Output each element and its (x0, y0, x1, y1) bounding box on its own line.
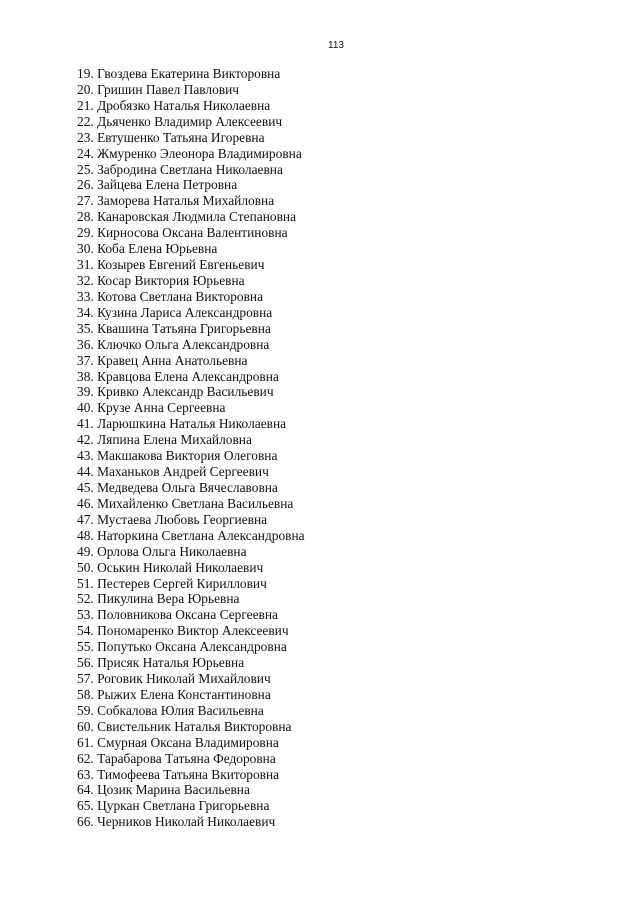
list-item: 40. Крузе Анна Сергеевна (77, 400, 226, 416)
list-item: 37. Кравец Анна Анатольевна (77, 352, 248, 368)
list-item: 28. Канаровская Людмила Степановна (77, 209, 297, 225)
list-item: 43. Макшакова Виктория Олеговна (77, 448, 278, 464)
list-item: 50. Оськин Николай Николаевич (77, 559, 264, 575)
name-list (77, 66, 305, 830)
list-item: 52. Пикулина Вера Юрьевна (77, 591, 240, 607)
list-item: 54. Пономаренко Виктор Алексеевич (77, 623, 289, 639)
list-item: 66. Черников Николай Николаевич (77, 814, 276, 830)
list-item: 42. Ляпина Елена Михайловна (77, 432, 252, 448)
list-item: 63. Тимофеева Татьяна Вкиторовна (77, 766, 280, 782)
list-item: 62. Тарабарова Татьяна Федоровна (77, 750, 276, 766)
list-item: 34. Кузина Лариса Александровна (77, 304, 273, 320)
list-item: 21. Дробязко Наталья Николаевна (77, 97, 271, 113)
list-item: 57. Роговик Николай Михайлович (77, 671, 271, 687)
list-item: 39. Кривко Александр Васильевич (77, 384, 274, 400)
list-item: 45. Медведева Ольга Вячеславовна (77, 479, 278, 495)
list-item: 55. Попутько Оксана Александровна (77, 639, 287, 655)
list-item: 22. Дьяченко Владимир Алексеевич (77, 113, 283, 129)
list-item: 24. Жмуренко Элеонора Владимировна (77, 145, 302, 161)
list-item: 61. Смурная Оксана Владимировна (77, 734, 279, 750)
list-item: 56. Присяк Наталья Юрьевна (77, 655, 245, 671)
list-item: 53. Половникова Оксана Сергеевна (77, 607, 278, 623)
list-item: 31. Козырев Евгений Евгеньевич (77, 257, 265, 273)
list-item: 19. Гвоздева Екатерина Викторовна (77, 66, 281, 81)
list-item: 38. Кравцова Елена Александровна (77, 368, 279, 384)
list-item: 65. Цуркан Светлана Григорьевна (77, 798, 270, 814)
list-item: 29. Кирносова Оксана Валентиновна (77, 225, 288, 241)
list-item: 59. Собкалова Юлия Васильевна (77, 702, 264, 718)
list-item: 35. Квашина Татьяна Григорьевна (77, 320, 271, 336)
list-item: 48. Наторкина Светлана Александровна (77, 527, 305, 543)
list-item: 33. Котова Светлана Викторовна (77, 288, 264, 304)
list-item: 47. Мустаева Любовь Георгиевна (77, 511, 268, 527)
list-item: 41. Ларюшкина Наталья Николаевна (77, 416, 287, 432)
list-item: 20. Гришин Павел Павлович (77, 81, 240, 97)
page-number: 113 (328, 40, 344, 51)
list-item: 58. Рыжих Елена Константиновна (77, 686, 271, 702)
list-item: 44. Маханьков Андрей Сергеевич (77, 464, 269, 480)
list-item: 49. Орлова Ольга Николаевна (77, 543, 247, 559)
list-item: 46. Михайленко Светлана Васильевна (77, 495, 294, 511)
list-item: 23. Евтушенко Татьяна Игоревна (77, 129, 265, 145)
list-item: 30. Коба Елена Юрьевна (77, 241, 218, 257)
list-item: 26. Зайцева Елена Петровна (77, 177, 238, 193)
list-item: 60. Свистельник Наталья Викторовна (77, 718, 292, 734)
list-item: 36. Ключко Ольга Александровна (77, 336, 270, 352)
list-item: 32. Косар Виктория Юрьевна (77, 272, 245, 288)
list-item: 27. Заморева Наталья Михайловна (77, 193, 275, 209)
list-item: 25. Забродина Светлана Николаевна (77, 161, 283, 177)
list-item: 64. Цозик Марина Васильевна (77, 782, 250, 798)
list-item: 51. Пестерев Сергей Кириллович (77, 575, 267, 591)
